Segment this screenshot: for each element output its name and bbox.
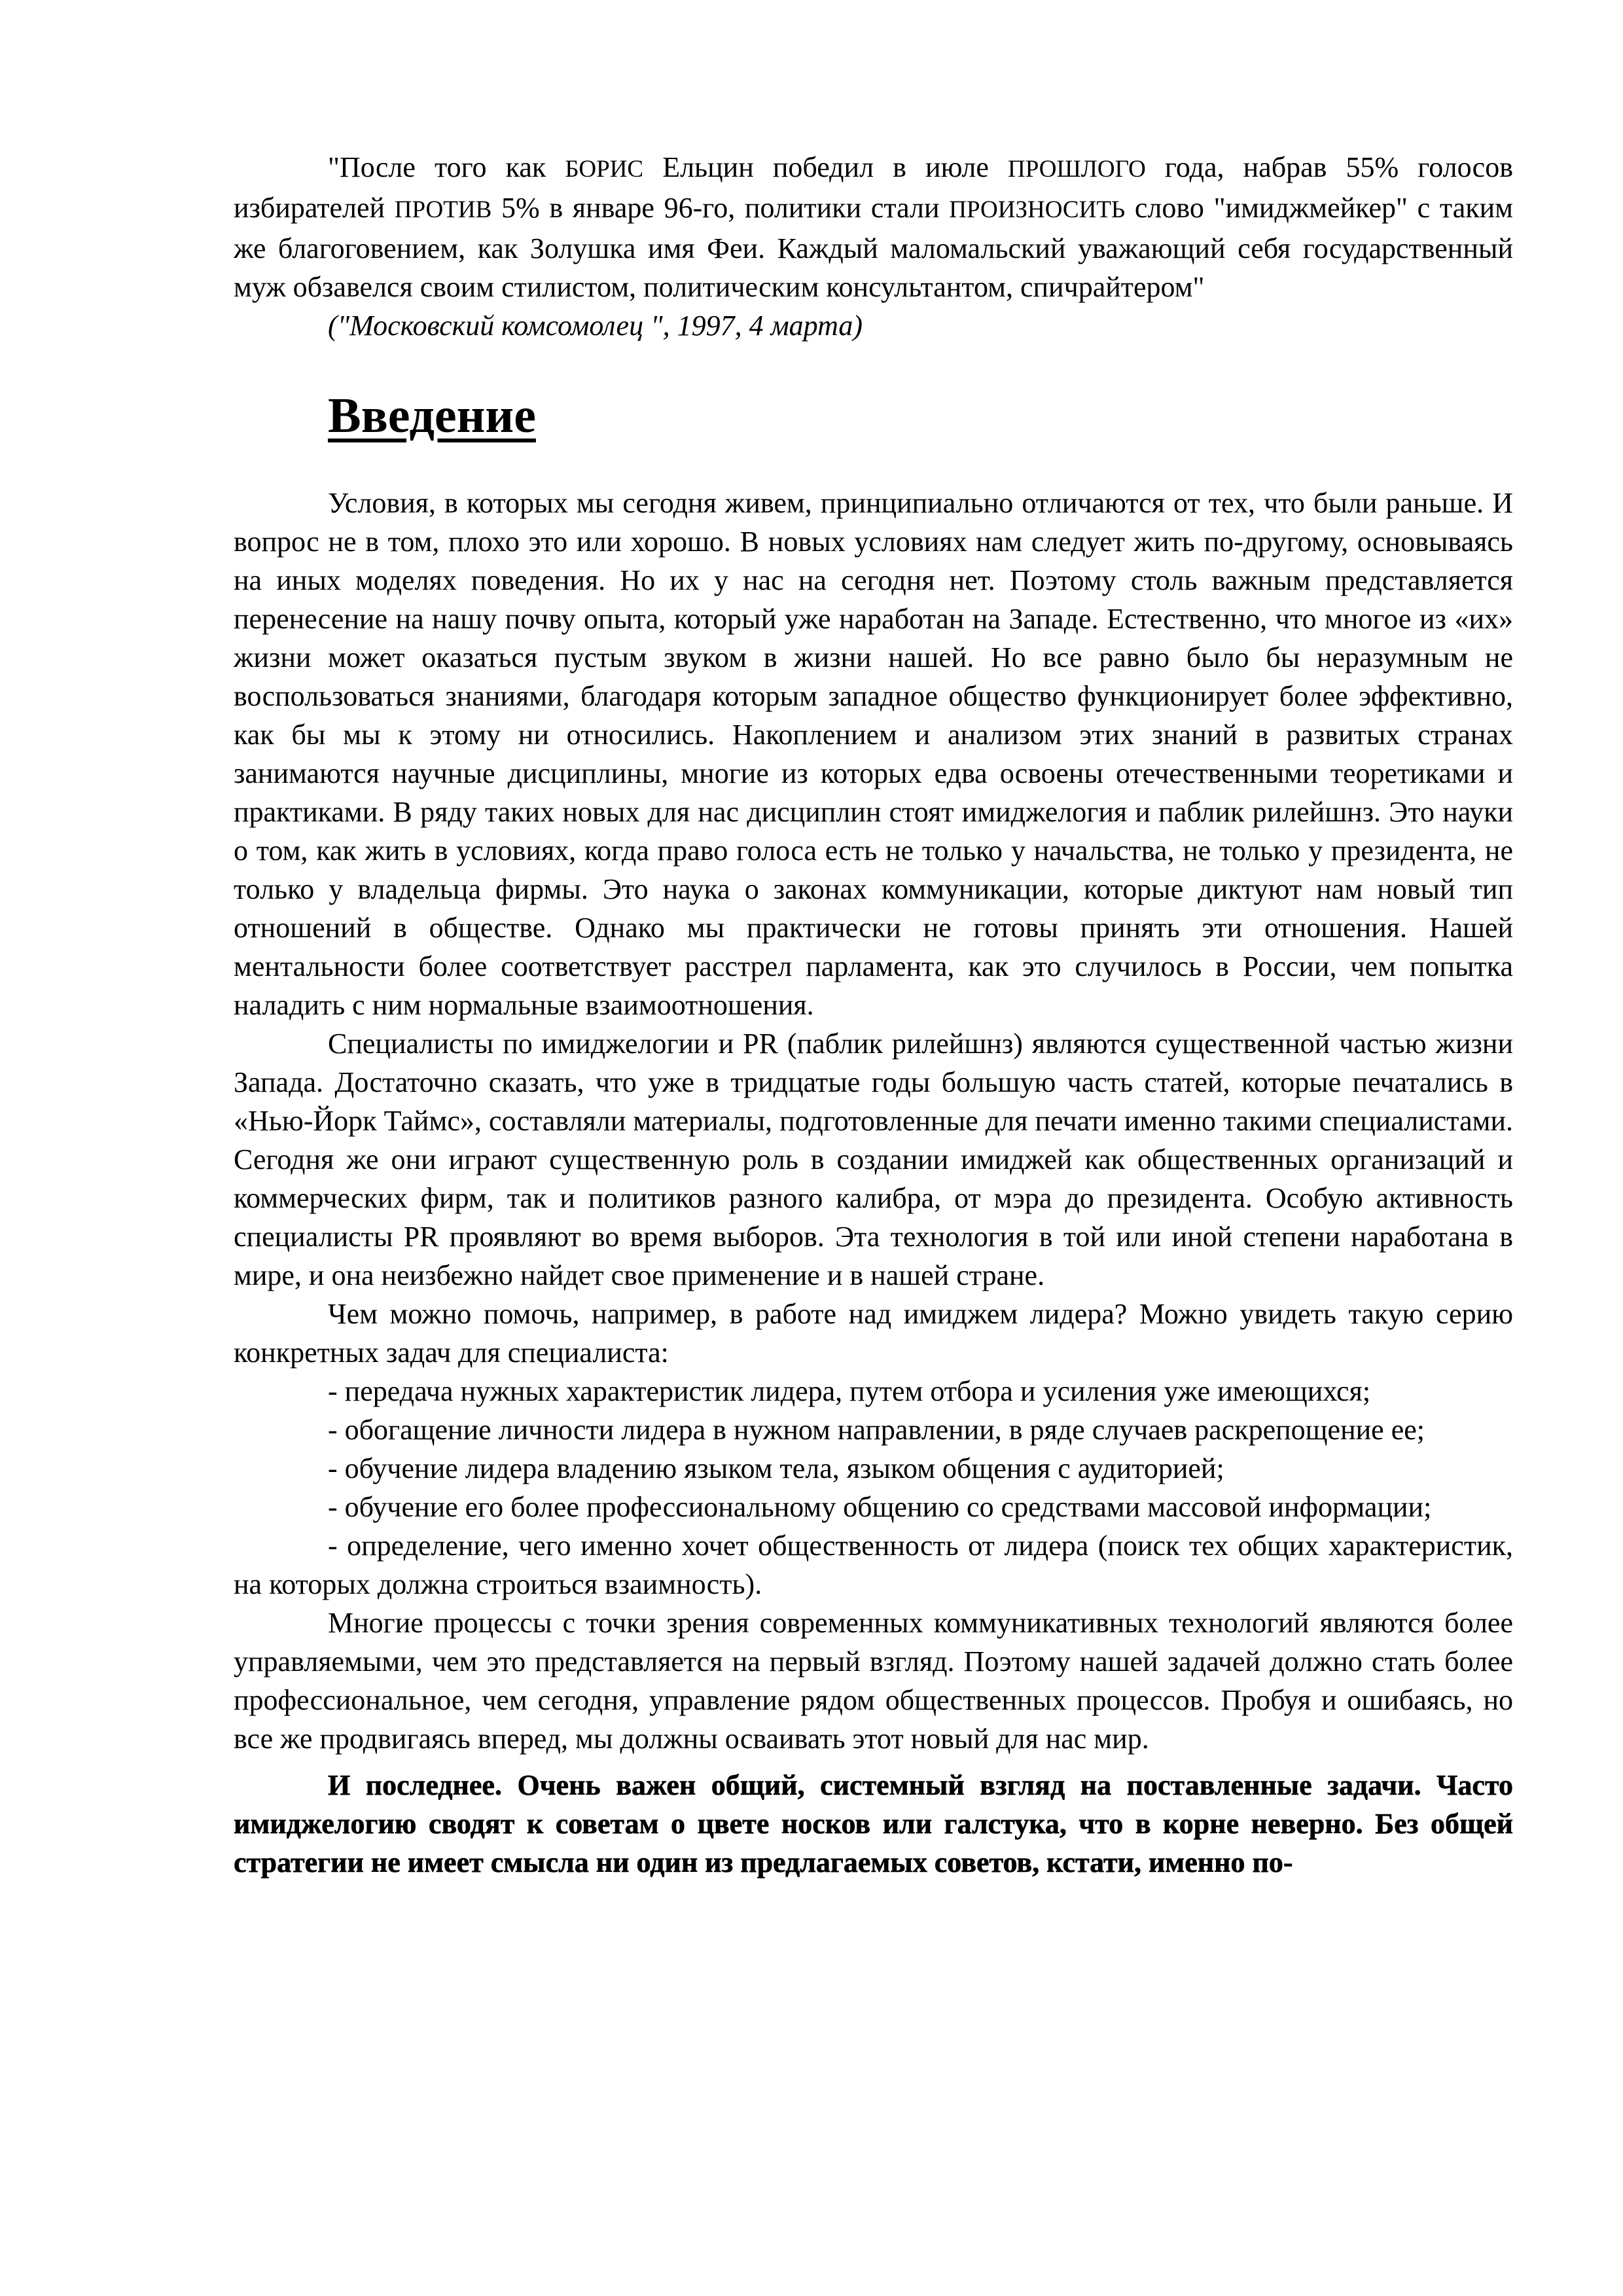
quote-smallcaps-2: ПРОШЛОГО: [1007, 156, 1146, 183]
list-item: - обучение его более профессиональному общению со средствами массовой информации;: [328, 1491, 1432, 1523]
quote-text-2: Ельцин победил в июле: [643, 151, 1008, 183]
quote-text-5: слово "имиджмейкер" с таким же благоговением, как Золушка имя Феи. Каждый маломальский уважающий себя государственный муж обзавелся своим стилистом, политическим консультантом, спичрайтером": [234, 192, 1513, 303]
paragraph-final: И последнее. Очень важен общий, системный взгляд на поставленные задачи. Часто имиджелогию сводят к советам о цвете носков или галстука, что в корне неверно. Без общей стратегии не имеет смысла ни один из предлагаемых советов, кстати, именно по-: [234, 1769, 1513, 1878]
epigraph-source: ("Московский комсомолец ", 1997, 4 марта): [328, 310, 863, 342]
list-item: - обучение лидера владению языком тела, языком общения с аудиторией;: [328, 1452, 1224, 1484]
epigraph: [234, 148, 1513, 345]
quote-text-1: "После того как: [328, 151, 565, 183]
paragraph: Чем можно помочь, например, в работе над имиджем лидера? Можно увидеть такую серию конкретных задач для специалиста:: [234, 1298, 1513, 1369]
paragraph: Условия, в которых мы сегодня живем, принципиально отличаются от тех, что были раньше. И вопрос не в том, плохо это или хорошо. В новых условиях нам следует жить по-другому, основываясь на иных моделях поведения. Но их у нас на сегодня нет. Поэтому столь важным представляется перенесение на нашу почву опыта, который уже наработан на Западе. Естественно, что многое из «их» жизни может оказаться пустым звуком в жизни нашей. Но все равно было бы неразумным не воспользоваться знаниями, благодаря которым западное общество функционирует более эффективно, как бы мы к этому ни относились. Накоплением и анализом этих знаний в развитых странах занимаются научные дисциплины, многие из которых едва освоены отечественными теоретиками и практиками. В ряду таких новых для нас дисциплин стоят имиджелогия и паблик рилейшнз. Это науки о том, как жить в условиях, когда право голоса есть не только у начальства, не только у президента, не только у владельца фирмы. Это наука о законах коммуникации, которые диктуют нам новый тип отношений в обществе. Однако мы практически не готовы принять эти отношения. Нашей ментальности более соответствует расстрел парламента, как это случилось в России, чем попытка наладить с ним нормальные взаимоотношения.: [234, 487, 1513, 1021]
list-item: - передача нужных характеристик лидера, путем отбора и усиления уже имеющихся;: [328, 1375, 1371, 1407]
paragraph: Специалисты по имиджелогии и PR (паблик рилейшнз) являются существенной частью жизни Запада. Достаточно сказать, что уже в тридцатые годы большую часть статей, которые печатались в «Нью-Йорк Таймс», составляли материалы, подготовленные для печати именно такими специалистами. Сегодня же они играют существенную роль в создании имиджей как общественных организаций и коммерческих фирм, так и политиков разного калибра, от мэра до президента. Особую активность специалисты PR проявляют во время выборов. Эта технология в той или иной степени наработана в мире, и она неизбежно найдет свое применение и в нашей стране.: [234, 1028, 1513, 1291]
quote-smallcaps-3: ПРОТИВ: [394, 196, 492, 223]
list-item: - определение, чего именно хочет общественность от лидера (поиск тех общих характеристик, на которых должна строиться взаимность).: [234, 1530, 1513, 1600]
section-heading: Введение: [328, 388, 536, 443]
body-text: [234, 484, 1513, 1882]
list-item: - обогащение личности лидера в нужном направлении, в ряде случаев раскрепощение ее;: [328, 1414, 1425, 1446]
quote-smallcaps-4: ПРОИЗНОСИТЬ: [949, 196, 1126, 223]
epigraph-quote: [234, 148, 1513, 306]
quote-smallcaps-1: БОРИС: [565, 156, 644, 183]
quote-text-4: 5% в январе 96-го, политики стали: [491, 192, 950, 224]
quote-text-3: года, набрав 55% голосов избирателей: [234, 151, 1513, 224]
paragraph: Многие процессы с точки зрения современных коммуникативных технологий являются более управляемыми, чем это представляется на первый взгляд. Поэтому нашей задачей должно стать более профессиональное, чем сегодня, управление рядом общественных процессов. Пробуя и ошибаясь, но все же продвигаясь вперед, мы должны осваивать этот новый для нас мир.: [234, 1607, 1513, 1755]
